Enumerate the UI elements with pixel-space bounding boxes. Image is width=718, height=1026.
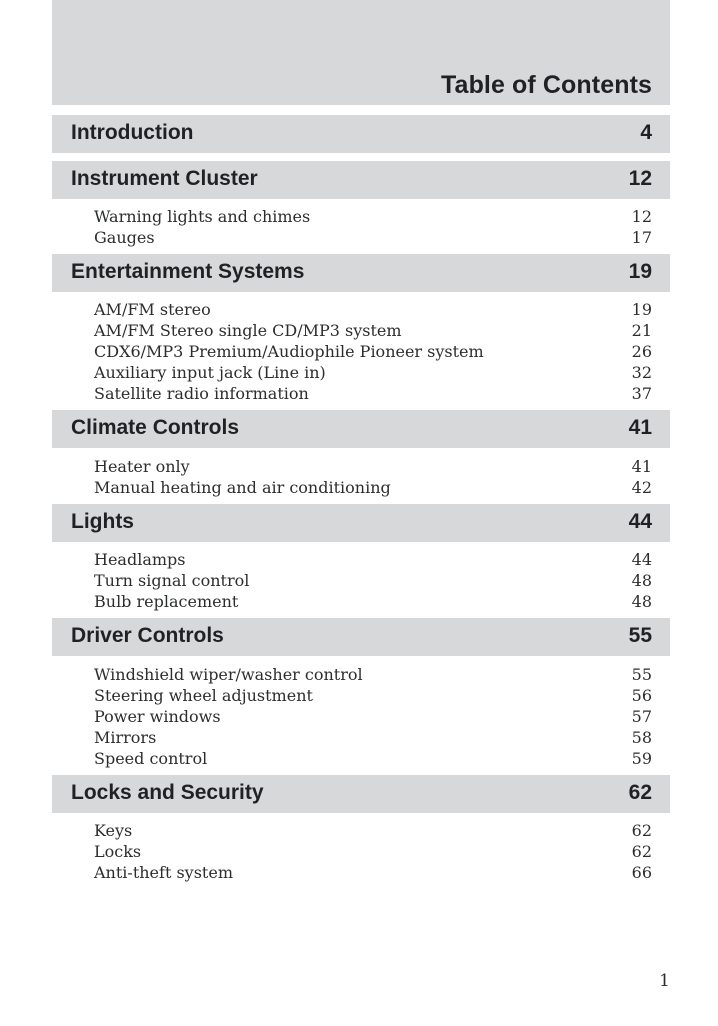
entry-page-number: 55 <box>631 665 652 684</box>
toc-entry <box>94 321 652 342</box>
section-page-number: 19 <box>628 260 652 283</box>
toc-entry <box>94 665 652 686</box>
entry-label: Mirrors <box>94 728 157 747</box>
section-header-introduction <box>52 115 670 153</box>
section-header-driver-controls <box>52 618 670 656</box>
section-title: Entertainment Systems <box>71 260 305 283</box>
section-header-entertainment-systems <box>52 254 670 292</box>
entry-label: Power windows <box>94 707 221 726</box>
entry-page-number: 32 <box>631 363 652 382</box>
toc-entry <box>94 749 652 770</box>
toc-entry <box>94 863 652 884</box>
toc-entry <box>94 571 652 592</box>
entry-page-number: 66 <box>631 863 652 882</box>
section-title: Driver Controls <box>71 624 224 647</box>
toc-entry <box>94 707 652 728</box>
toc-entry <box>94 550 652 571</box>
section-page-number: 12 <box>628 167 652 190</box>
section-header-locks-and-security <box>52 775 670 813</box>
entry-page-number: 58 <box>631 728 652 747</box>
entry-page-number: 41 <box>631 457 652 476</box>
entry-page-number: 42 <box>631 478 652 497</box>
entry-page-number: 19 <box>631 300 652 319</box>
section-title: Introduction <box>71 121 194 144</box>
entry-label: Speed control <box>94 749 208 768</box>
entry-label: Anti-theft system <box>94 863 233 882</box>
entry-label: AM/FM stereo <box>94 300 211 319</box>
entry-page-number: 48 <box>631 592 652 611</box>
toc-entry <box>94 457 652 478</box>
entry-page-number: 48 <box>631 571 652 590</box>
toc-entry <box>94 342 652 363</box>
section-page-number: 55 <box>628 624 652 647</box>
entry-page-number: 26 <box>631 342 652 361</box>
entry-label: Gauges <box>94 228 155 247</box>
entry-label: Bulb replacement <box>94 592 239 611</box>
entry-page-number: 12 <box>631 207 652 226</box>
toc-entry <box>94 821 652 842</box>
entry-page-number: 59 <box>631 749 652 768</box>
toc-entry <box>94 207 652 228</box>
page-number: 1 <box>659 971 670 991</box>
header-band <box>52 0 670 105</box>
section-header-lights <box>52 504 670 542</box>
section-header-instrument-cluster <box>52 161 670 199</box>
section-page-number: 41 <box>628 416 652 439</box>
toc-entry <box>94 728 652 749</box>
entry-page-number: 21 <box>631 321 652 340</box>
entry-label: Locks <box>94 842 142 861</box>
entry-page-number: 44 <box>631 550 652 569</box>
entry-page-number: 62 <box>631 842 652 861</box>
entry-label: Turn signal control <box>94 571 250 590</box>
entry-label: Keys <box>94 821 133 840</box>
entry-label: Manual heating and air conditioning <box>94 478 391 497</box>
entry-page-number: 56 <box>631 686 652 705</box>
section-page-number: 44 <box>628 510 652 533</box>
section-page-number: 62 <box>628 781 652 804</box>
entry-label: AM/FM Stereo single CD/MP3 system <box>94 321 402 340</box>
entry-page-number: 17 <box>631 228 652 247</box>
toc-entry <box>94 384 652 405</box>
page-title: Table of Contents <box>441 71 652 99</box>
section-title: Locks and Security <box>71 781 264 804</box>
entry-label: Warning lights and chimes <box>94 207 311 226</box>
toc-entry <box>94 363 652 384</box>
toc-entry <box>94 478 652 499</box>
section-title: Instrument Cluster <box>71 167 258 190</box>
toc-entry <box>94 228 652 249</box>
entry-label: Steering wheel adjustment <box>94 686 313 705</box>
entry-page-number: 37 <box>631 384 652 403</box>
section-title: Lights <box>71 510 134 533</box>
toc-entry <box>94 842 652 863</box>
entry-label: Headlamps <box>94 550 186 569</box>
toc-entry <box>94 686 652 707</box>
entry-label: CDX6/MP3 Premium/Audiophile Pioneer system <box>94 342 484 361</box>
entry-page-number: 62 <box>631 821 652 840</box>
entry-label: Heater only <box>94 457 190 476</box>
entry-page-number: 57 <box>631 707 652 726</box>
entry-label: Windshield wiper/washer control <box>94 665 363 684</box>
entry-label: Satellite radio information <box>94 384 309 403</box>
section-title: Climate Controls <box>71 416 240 439</box>
section-header-climate-controls <box>52 410 670 448</box>
toc-entry <box>94 300 652 321</box>
entry-label: Auxiliary input jack (Line in) <box>94 363 326 382</box>
section-page-number: 4 <box>640 121 652 144</box>
toc-entry <box>94 592 652 613</box>
